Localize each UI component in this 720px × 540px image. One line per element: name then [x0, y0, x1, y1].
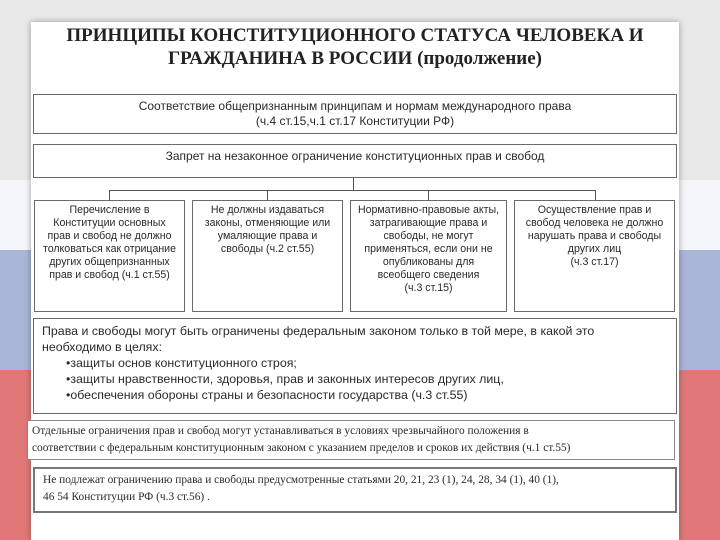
sub-box-line: применяться, если они не — [364, 243, 493, 255]
limits-intro-1: Права и свободы могут быть ограничены федеральным законом только в той мере, в какой это — [42, 324, 595, 338]
connector-drop-1 — [109, 190, 110, 200]
connector-drop-2 — [267, 190, 268, 200]
sub-box-line: свободы (ч.2 ст.55) — [220, 243, 315, 255]
sub-box-no-laws — [192, 200, 343, 312]
compliance-line-2: (ч.4 ст.15,ч.1 ст.17 Конституции РФ) — [255, 114, 455, 128]
sub-box-normative-acts — [350, 200, 507, 312]
sub-box-line: свобод человека не должно — [525, 217, 664, 229]
sub-box-line: нарушать права и свободы — [527, 230, 662, 242]
limits-bullet: •защиты основ конституционного строя; — [66, 356, 297, 370]
limits-bullet: •обеспечения обороны страны и безопасности государства (ч.3 ст.55) — [66, 388, 468, 402]
sub-box-line: умаляющие права и — [217, 230, 318, 242]
limits-intro-2: необходимо в целях: — [42, 340, 163, 354]
sub-box-line: (ч.3 ст.15) — [404, 282, 453, 294]
sub-box-line: других лиц — [567, 243, 622, 255]
connector-drop-4 — [595, 190, 596, 200]
sub-box-line: прав и свобод не должно — [47, 230, 172, 242]
sub-box-enumeration — [34, 200, 185, 312]
sub-box-line: толковаться как отрицание — [42, 243, 176, 255]
sub-box-line: всеобщего сведения — [377, 269, 480, 281]
title-line-1: ПРИНЦИПЫ КОНСТИТУЦИОННОГО СТАТУСА ЧЕЛОВЕКА И — [66, 25, 644, 46]
not-limited-box — [33, 467, 677, 513]
sub-box-others-rights — [514, 200, 675, 312]
compliance-box — [33, 94, 677, 134]
sub-box-line: Не должны издаваться — [210, 204, 325, 216]
connector-drop-3 — [428, 190, 429, 200]
connector-bar — [109, 190, 596, 191]
sub-box-line: (ч.3 ст.17) — [570, 256, 619, 268]
compliance-line-1: Соответствие общепризнанным принципам и нормам международного права — [138, 99, 572, 113]
not-limited-line-1: Не подлежат ограничению права и свободы предусмотренные статьями 20, 21, 23 (1), 24, 28, 34 (1), 40 (1), — [43, 474, 559, 486]
sub-box-line: других общепризнанных — [49, 256, 170, 268]
slide-title — [31, 24, 679, 70]
slide — [31, 22, 679, 540]
emergency-line-2: соответствии с федеральным конституционным законом с указанием пределов и сроков их действия (ч.1 ст.55) — [32, 442, 571, 454]
title-line-2: ГРАЖДАНИНА В РОССИИ — [168, 48, 413, 69]
sub-box-line: Конституции основных — [53, 217, 166, 229]
limits-bullet: •защиты нравственности, здоровья, прав и законных интересов других лиц, — [66, 372, 504, 386]
sub-box-line: опубликованы для — [382, 256, 475, 268]
prohibition-box — [33, 144, 677, 178]
emergency-line-1: Отдельные ограничения прав и свобод могут устанавливаться в условиях чрезвычайного положения в — [32, 425, 529, 437]
sub-box-line: Нормативно-правовые акты, — [357, 204, 500, 216]
sub-box-line: свободы, не могут — [383, 230, 474, 242]
limits-box — [33, 318, 677, 414]
sub-box-line: Осуществление прав и — [537, 204, 652, 216]
not-limited-line-2: 46 54 Конституции РФ (ч.3 ст.56) . — [43, 491, 210, 503]
connector-trunk — [353, 178, 354, 190]
title-suffix: (продолжение) — [417, 48, 542, 69]
emergency-box — [27, 420, 675, 460]
sub-box-line: законы, отменяющие или — [204, 217, 331, 229]
sub-box-line: прав и свобод (ч.1 ст.55) — [49, 269, 170, 281]
prohibition-text: Запрет на незаконное ограничение конституционных прав и свобод — [165, 149, 545, 163]
sub-box-line: затрагивающие права и — [369, 217, 488, 229]
sub-box-line: Перечисление в — [69, 204, 150, 216]
